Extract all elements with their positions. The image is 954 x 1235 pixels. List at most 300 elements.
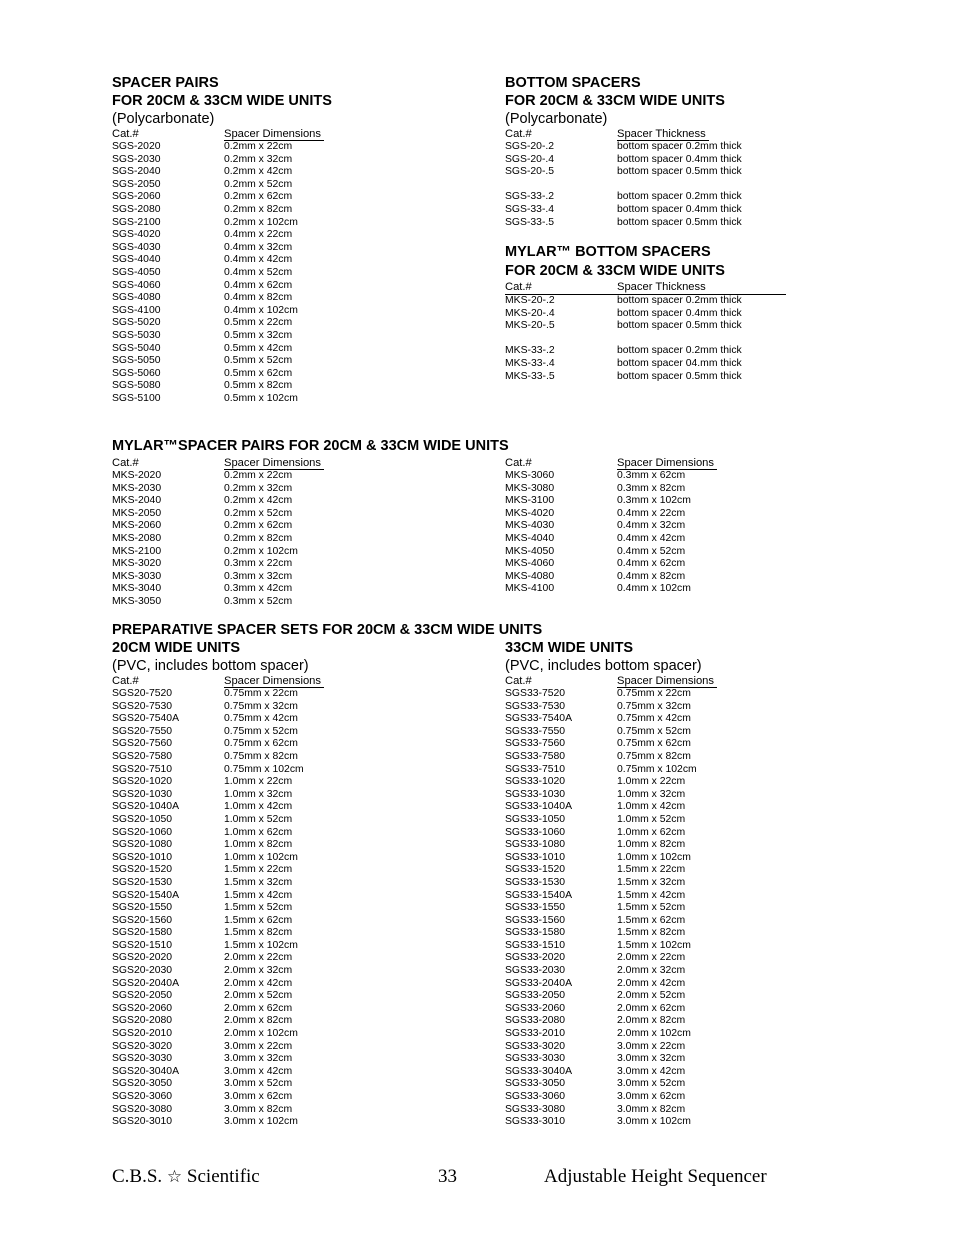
cat-number: SGS33-2030 (505, 965, 566, 977)
spacer-spec: 3.0mm x 42cm (617, 1065, 686, 1077)
cat-number: SGS-20-.5 (505, 166, 555, 178)
table-row (505, 965, 795, 978)
table-row (505, 890, 795, 903)
cat-number: SGS33-1030 (505, 788, 566, 800)
cat-header: Cat.# (505, 128, 532, 140)
spacer-spec: 1.0mm x 62cm (224, 826, 293, 838)
cat-number: SGS33-1540A (505, 889, 573, 901)
spacer-spec: 0.4mm x 82cm (617, 570, 686, 582)
spacer-spec: 0.4mm x 22cm (224, 229, 293, 241)
section-title: MYLAR™SPACER PAIRS FOR 20CM & 33CM WIDE UNITS (112, 438, 509, 454)
spacer-spec: 1.0mm x 22cm (224, 776, 293, 788)
spacer-spec: 1.5mm x 82cm (224, 927, 293, 939)
table-row (505, 546, 795, 559)
table-row (505, 789, 795, 802)
table-row (112, 1116, 492, 1129)
cat-number: SGS20-1030 (112, 788, 173, 800)
table-row (505, 508, 795, 521)
cat-number: SGS20-2020 (112, 952, 173, 964)
table-row (505, 1091, 795, 1104)
spacer-spec: 0.75mm x 102cm (224, 763, 304, 775)
spacer-spec: 1.0mm x 82cm (617, 839, 686, 851)
cat-number: SGS33-1580 (505, 927, 566, 939)
preparative-33cm-section (505, 639, 795, 1129)
table-row (112, 1053, 492, 1066)
cat-number: SGS20-2010 (112, 1028, 173, 1040)
table-row (505, 154, 795, 167)
cat-number: MKS-3050 (112, 595, 162, 607)
spacer-spec: 3.0mm x 82cm (224, 1103, 293, 1115)
table-row (505, 688, 795, 701)
spacer-spec: 0.75mm x 52cm (224, 725, 298, 737)
cat-header: Cat.# (505, 281, 532, 293)
cat-number: SGS20-1510 (112, 939, 173, 951)
spacer-spec: 0.2mm x 22cm (224, 141, 293, 152)
table-row (112, 940, 492, 953)
spacer-spec: 2.0mm x 32cm (617, 965, 686, 977)
spacer-spec: 1.5mm x 32cm (224, 876, 293, 888)
table-row (112, 267, 492, 280)
spacer-spec: 3.0mm x 62cm (617, 1091, 686, 1102)
cat-number: MKS-4060 (505, 558, 555, 570)
spacer-spec: 3.0mm x 32cm (224, 1053, 293, 1065)
cat-number: SGS-5030 (112, 329, 161, 341)
table-row (505, 915, 795, 928)
cat-number: SGS20-7510 (112, 763, 173, 775)
table-row (112, 355, 492, 368)
spacer-spec: 1.5mm x 82cm (617, 927, 686, 939)
cat-number: SGS33-3040A (505, 1065, 573, 1077)
table-row (112, 520, 492, 533)
cat-number: SGS33-1530 (505, 876, 566, 888)
table-row (505, 1104, 795, 1117)
spacer-spec: 0.4mm x 82cm (224, 292, 293, 304)
table-row (112, 1041, 492, 1054)
cat-number: SGS20-2050 (112, 990, 173, 1002)
preparative-33cm-table (505, 688, 795, 1129)
cat-number: MKS-3030 (112, 570, 162, 582)
table-row (505, 358, 795, 371)
spacer-spec: 0.2mm x 62cm (224, 520, 293, 532)
cat-number: SGS-4040 (112, 254, 161, 266)
spacer-spec: 0.3mm x 32cm (224, 570, 293, 582)
cat-number: SGS20-3080 (112, 1103, 173, 1115)
cat-number: SGS-5020 (112, 317, 161, 329)
table-row (112, 877, 492, 890)
table-row (112, 751, 492, 764)
table-row (505, 217, 795, 230)
table-row (505, 1053, 795, 1066)
cat-number: SGS20-3020 (112, 1040, 173, 1052)
spacer-spec: 3.0mm x 22cm (617, 1040, 686, 1052)
cat-header: Cat.# (112, 457, 139, 469)
spacer-spec: 1.5mm x 42cm (617, 889, 686, 901)
table-row (505, 520, 795, 533)
cat-number: SGS20-1550 (112, 902, 173, 914)
cat-number: SGS20-1530 (112, 876, 173, 888)
table-row (112, 558, 492, 571)
spacer-spec: 0.5mm x 62cm (224, 367, 293, 379)
cat-number: MKS-20-.4 (505, 307, 555, 319)
cat-number: SGS20-1010 (112, 851, 173, 863)
cat-number: SGS-2040 (112, 166, 161, 178)
table-row (505, 713, 795, 726)
table-row (112, 965, 492, 978)
cat-number: SGS-2060 (112, 191, 161, 203)
cat-number: SGS33-1060 (505, 826, 566, 838)
cat-number: SGS-5080 (112, 380, 161, 392)
cat-number: SGS33-1080 (505, 839, 566, 851)
spacer-spec: 0.3mm x 42cm (224, 583, 293, 595)
table-row (505, 776, 795, 789)
spacer-spec: bottom spacer 0.2mm thick (617, 295, 742, 306)
spacer-spec: 0.2mm x 22cm (224, 470, 293, 481)
cat-number: SGS20-7520 (112, 688, 173, 699)
mylar-spacer-pairs-right (505, 457, 795, 596)
table-row (112, 738, 492, 751)
cat-number: SGS33-2020 (505, 952, 566, 964)
spacer-spec: 0.4mm x 42cm (224, 254, 293, 266)
table-row (112, 978, 492, 991)
spacer-spec: 1.5mm x 32cm (617, 876, 686, 888)
table-row (505, 1015, 795, 1028)
table-row (112, 701, 492, 714)
table-row (112, 596, 492, 609)
spacer-spec: 1.0mm x 32cm (617, 788, 686, 800)
spacer-spec: 2.0mm x 82cm (617, 1015, 686, 1027)
cat-header: Cat.# (112, 128, 139, 140)
table-row (112, 990, 492, 1003)
section-title: SPACER PAIRS (112, 75, 219, 91)
spacer-spec: 1.5mm x 102cm (224, 939, 298, 951)
cat-number: SGS-33-.5 (505, 216, 555, 228)
cat-number: SGS20-1040A (112, 801, 180, 813)
cat-number: SGS-5100 (112, 392, 161, 404)
table-row (505, 864, 795, 877)
spacer-spec: 0.3mm x 52cm (224, 595, 293, 607)
spacer-spec: 0.75mm x 42cm (617, 713, 691, 725)
table-row (112, 330, 492, 343)
cat-number: MKS-4020 (505, 507, 555, 519)
table-row (112, 280, 492, 293)
spacer-spec: 0.2mm x 82cm (224, 203, 293, 215)
spacer-spec: 0.75mm x 22cm (617, 688, 691, 699)
preparative-title-wrap (112, 621, 812, 639)
spacer-spec: 0.4mm x 52cm (224, 266, 293, 278)
cat-number: SGS20-1560 (112, 914, 173, 926)
dimensions-header: Spacer Dimensions (224, 457, 324, 470)
cat-number: SGS33-2010 (505, 1028, 566, 1040)
table-row (505, 751, 795, 764)
spacer-spec: 3.0mm x 102cm (224, 1116, 298, 1128)
cat-number: SGS-20-.2 (505, 141, 555, 152)
table-row (112, 927, 492, 940)
spacer-spec: 0.75mm x 42cm (224, 713, 298, 725)
spacer-spec: 1.0mm x 102cm (224, 851, 298, 863)
table-row (505, 470, 795, 483)
section-title: BOTTOM SPACERS (505, 75, 641, 91)
cat-number: SGS20-1060 (112, 826, 173, 838)
table-row (505, 927, 795, 940)
spacer-spec: 2.0mm x 62cm (617, 1002, 686, 1014)
table-row (112, 1028, 492, 1041)
spacer-spec: 0.75mm x 82cm (224, 750, 298, 762)
table-row (112, 1003, 492, 1016)
table-row (112, 890, 492, 903)
spacer-spec: 1.0mm x 102cm (617, 851, 691, 863)
cat-number: SGS20-1050 (112, 813, 173, 825)
spacer-spec: 3.0mm x 32cm (617, 1053, 686, 1065)
cat-number: MKS-2060 (112, 520, 162, 532)
spacer-spec: 3.0mm x 62cm (224, 1091, 293, 1102)
table-row (505, 166, 795, 179)
table-row (505, 877, 795, 890)
cat-number: SGS33-2080 (505, 1015, 566, 1027)
table-row (505, 533, 795, 546)
table-row (505, 1003, 795, 1016)
cat-number: MKS-3040 (112, 583, 162, 595)
cat-number: SGS33-1020 (505, 776, 566, 788)
table-row (112, 864, 492, 877)
cat-number: SGS20-7560 (112, 738, 173, 750)
table-row (112, 546, 492, 559)
spacer-spec: 0.75mm x 52cm (617, 725, 691, 737)
cat-number: SGS33-7520 (505, 688, 566, 699)
cat-number: MKS-20-.2 (505, 295, 555, 306)
spacer-spec: 2.0mm x 52cm (224, 990, 293, 1002)
table-row (505, 308, 795, 321)
spacer-spec: 0.2mm x 42cm (224, 166, 293, 178)
table-row (505, 1041, 795, 1054)
mylar-bottom-spacers-section (505, 243, 795, 383)
spacer-spec: 1.5mm x 62cm (224, 914, 293, 926)
spacer-spec: 0.2mm x 102cm (224, 545, 298, 557)
cat-number: SGS33-7530 (505, 700, 566, 712)
table-row (112, 508, 492, 521)
cat-number: SGS-4050 (112, 266, 161, 278)
spacer-spec: 1.0mm x 42cm (224, 801, 293, 813)
table-row (112, 229, 492, 242)
cat-number: MKS-4080 (505, 570, 555, 582)
table-row (112, 470, 492, 483)
cat-number: SGS33-3080 (505, 1103, 566, 1115)
spacer-spec: 0.5mm x 52cm (224, 355, 293, 367)
cat-number: SGS33-2060 (505, 1002, 566, 1014)
spacer-spec: 0.75mm x 102cm (617, 763, 697, 775)
spacer-spec: 1.0mm x 62cm (617, 826, 686, 838)
cat-number: MKS-2040 (112, 495, 162, 507)
spacer-spec: 1.0mm x 52cm (617, 813, 686, 825)
table-row (505, 371, 795, 384)
bottom-spacers-table (505, 141, 795, 229)
material-note: (Polycarbonate) (112, 111, 215, 127)
cat-number: SGS-5060 (112, 367, 161, 379)
table-row (112, 688, 492, 701)
spacer-spec: 0.4mm x 102cm (224, 304, 298, 316)
spacer-spec: 0.3mm x 102cm (617, 495, 691, 507)
spacer-spec: 3.0mm x 22cm (224, 1040, 293, 1052)
section-subtitle: FOR 20CM & 33CM WIDE UNITS (505, 93, 725, 109)
spacer-spec: 2.0mm x 102cm (617, 1028, 691, 1040)
cat-header: Cat.# (112, 675, 139, 687)
spacer-spec: 2.0mm x 32cm (224, 965, 293, 977)
spacer-spec: 0.3mm x 22cm (224, 558, 293, 570)
cat-number: MKS-4040 (505, 532, 555, 544)
table-row (112, 292, 492, 305)
table-row (505, 1066, 795, 1079)
spacer-spec: bottom spacer 0.4mm thick (617, 203, 742, 215)
table-row (505, 1116, 795, 1129)
table-header (112, 128, 492, 141)
table-row (505, 571, 795, 584)
cat-number: SGS20-3050 (112, 1078, 173, 1090)
spacer-spec: 0.3mm x 82cm (617, 482, 686, 494)
spacer-spec: 1.0mm x 22cm (617, 776, 686, 788)
table-row (505, 295, 795, 308)
spacer-spec: 0.4mm x 62cm (617, 558, 686, 570)
cat-number: MKS-4100 (505, 583, 555, 595)
row-spacer (505, 333, 795, 346)
table-row (505, 801, 795, 814)
mylar-bottom-spacers-table (505, 295, 795, 383)
cat-number: SGS20-1520 (112, 864, 173, 876)
cat-number: SGS20-3030 (112, 1053, 173, 1065)
spacer-spec: 1.5mm x 22cm (224, 864, 293, 876)
table-row (505, 191, 795, 204)
cat-number: SGS-2050 (112, 178, 161, 190)
table-row (505, 902, 795, 915)
mylar-spacer-pairs-left (112, 457, 492, 609)
table-row (112, 852, 492, 865)
mylar-spacer-pairs-table-right (505, 470, 795, 596)
table-row (112, 902, 492, 915)
cat-number: SGS33-1050 (505, 813, 566, 825)
spacer-spec: 3.0mm x 82cm (617, 1103, 686, 1115)
subsection-title: 20CM WIDE UNITS (112, 640, 241, 656)
table-row (112, 583, 492, 596)
cat-number: SGS-33-.2 (505, 191, 555, 203)
cat-number: SGS-4100 (112, 304, 161, 316)
table-row (112, 1015, 492, 1028)
section-subtitle: FOR 20CM & 33CM WIDE UNITS (505, 263, 725, 279)
spacer-spec: 2.0mm x 52cm (617, 990, 686, 1002)
cat-number: SGS20-2060 (112, 1002, 173, 1014)
spacer-spec: 1.5mm x 52cm (224, 902, 293, 914)
spacer-spec: 0.4mm x 32cm (617, 520, 686, 532)
spacer-spec: 0.2mm x 32cm (224, 482, 293, 494)
cat-number: SGS33-7540A (505, 713, 573, 725)
spacer-spec: 0.2mm x 62cm (224, 191, 293, 203)
cat-number: SGS33-7550 (505, 725, 566, 737)
document-title: Adjustable Height Sequencer (544, 1166, 767, 1187)
cat-number: SGS33-3030 (505, 1053, 566, 1065)
spacer-spec: 0.5mm x 82cm (224, 380, 293, 392)
spacer-spec: bottom spacer 0.2mm thick (617, 141, 742, 152)
cat-number: SGS20-2040A (112, 977, 180, 989)
cat-number: SGS33-7560 (505, 738, 566, 750)
spacer-spec: 3.0mm x 42cm (224, 1065, 293, 1077)
mylar-spacer-pairs-title-wrap (112, 437, 812, 455)
spacer-spec: 0.4mm x 22cm (617, 507, 686, 519)
material-note: (Polycarbonate) (505, 111, 608, 127)
cat-number: MKS-2030 (112, 482, 162, 494)
section-title: MYLAR™ BOTTOM SPACERS (505, 244, 711, 260)
spacer-spec: 0.2mm x 42cm (224, 495, 293, 507)
cat-number: SGS-5040 (112, 342, 161, 354)
spacer-spec: 1.5mm x 52cm (617, 902, 686, 914)
cat-number: SGS20-1020 (112, 776, 173, 788)
table-row (505, 940, 795, 953)
spacer-spec: 1.5mm x 102cm (617, 939, 691, 951)
spacer-spec: 1.0mm x 52cm (224, 813, 293, 825)
cat-number: SGS20-2080 (112, 1015, 173, 1027)
spacer-spec: 0.5mm x 102cm (224, 392, 298, 404)
table-header (505, 281, 786, 295)
table-row (505, 726, 795, 739)
spacer-spec: 0.4mm x 42cm (617, 532, 686, 544)
table-row (112, 764, 492, 777)
table-row (505, 738, 795, 751)
table-row (505, 345, 795, 358)
cat-number: MKS-2020 (112, 470, 162, 481)
spacer-spec: bottom spacer 0.4mm thick (617, 153, 742, 165)
star-icon: ☆ (166, 1167, 183, 1186)
table-row (505, 952, 795, 965)
table-row (112, 343, 492, 356)
table-row (112, 915, 492, 928)
table-row (112, 801, 492, 814)
spacer-spec: 3.0mm x 52cm (617, 1078, 686, 1090)
spacer-spec: 0.5mm x 32cm (224, 329, 293, 341)
preparative-20cm-table (112, 688, 492, 1129)
table-row (112, 217, 492, 230)
table-row (112, 242, 492, 255)
table-row (112, 827, 492, 840)
cat-number: SGS33-3050 (505, 1078, 566, 1090)
cat-number: SGS20-1080 (112, 839, 173, 851)
cat-number: SGS-4030 (112, 241, 161, 253)
spacer-spec: 1.0mm x 42cm (617, 801, 686, 813)
table-row (505, 204, 795, 217)
cat-number: SGS33-3020 (505, 1040, 566, 1052)
spacer-spec: 0.3mm x 62cm (617, 470, 686, 481)
material-note: (PVC, includes bottom spacer) (505, 658, 702, 674)
cat-header: Cat.# (505, 457, 532, 469)
page-number: 33 (438, 1166, 457, 1187)
table-row (505, 827, 795, 840)
spacer-pairs-table (112, 141, 492, 405)
spacer-spec: 0.5mm x 22cm (224, 317, 293, 329)
table-header (505, 675, 795, 688)
cat-number: SGS33-1520 (505, 864, 566, 876)
cat-number: SGS-4060 (112, 279, 161, 291)
table-row (505, 990, 795, 1003)
table-header (112, 457, 492, 470)
cat-number: SGS33-1010 (505, 851, 566, 863)
cat-number: SGS-2080 (112, 203, 161, 215)
table-row (112, 305, 492, 318)
table-row (112, 393, 492, 406)
table-row (505, 141, 795, 154)
cat-number: MKS-33-.4 (505, 357, 555, 369)
spacer-spec: 2.0mm x 62cm (224, 1002, 293, 1014)
spacer-spec: 0.75mm x 32cm (617, 700, 691, 712)
section-title: PREPARATIVE SPACER SETS FOR 20CM & 33CM WIDE UNITS (112, 622, 543, 638)
spacer-spec: 1.0mm x 82cm (224, 839, 293, 851)
table-header (112, 675, 492, 688)
thickness-header: Spacer Thickness (617, 128, 709, 141)
cat-number: SGS33-3060 (505, 1091, 566, 1102)
